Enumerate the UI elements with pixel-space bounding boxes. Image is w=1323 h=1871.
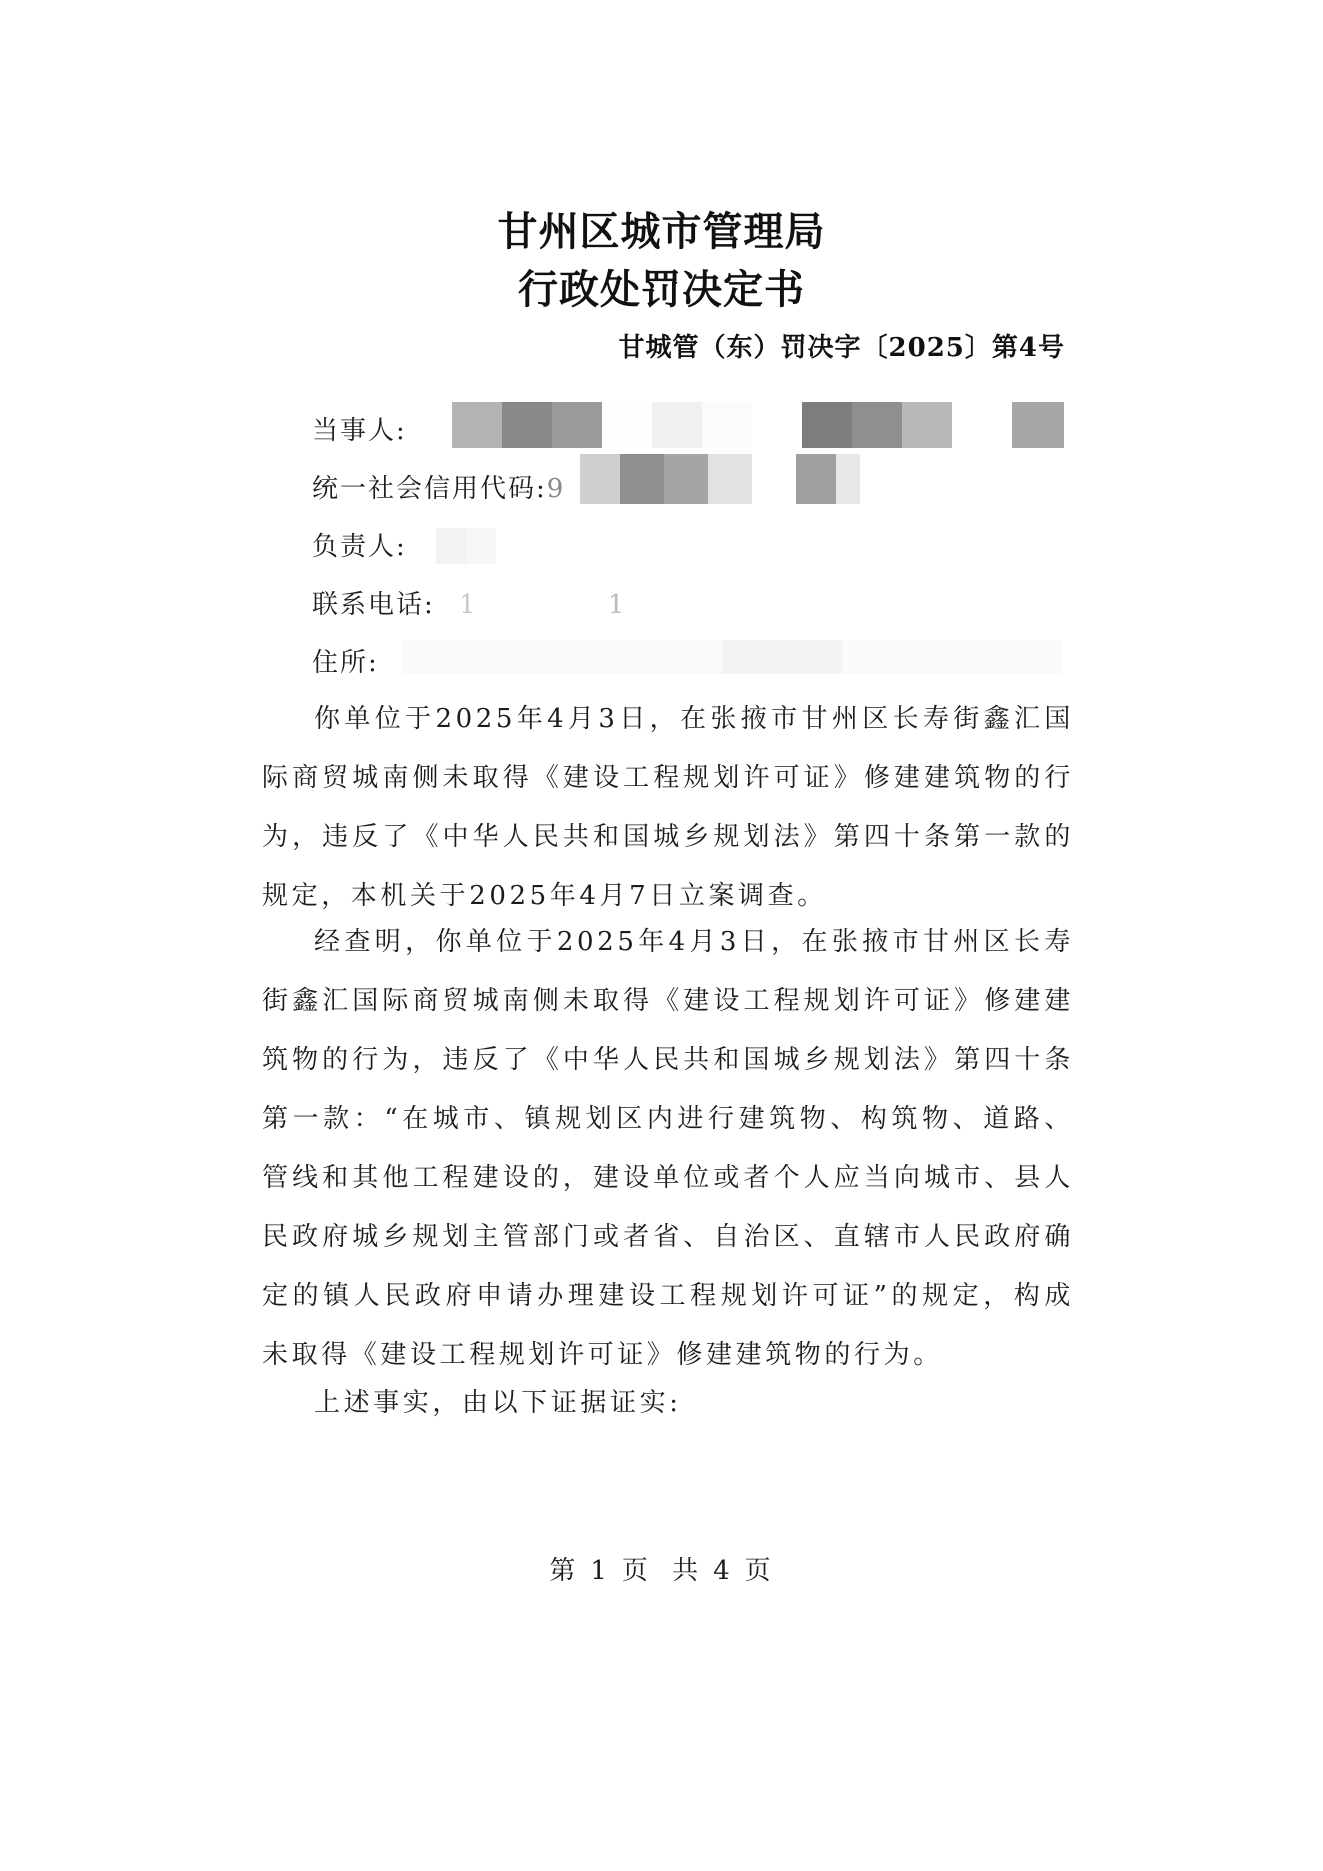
address-label: 住所: — [312, 648, 379, 678]
credit-code-redaction — [580, 454, 860, 504]
phone-label-text: 联系电话: — [312, 590, 435, 620]
page-number — [0, 1550, 1323, 1587]
credit-code-label — [312, 468, 565, 505]
page-prefix: 第 — [549, 1556, 579, 1586]
credit-code-partial: 9 — [546, 474, 566, 504]
credit-code-label-text: 统一社会信用代码: — [312, 474, 547, 504]
investigation-paragraph: 经查明，你单位于2025年4月3日，在张掖市甘州区长寿街鑫汇国际商贸城南侧未取得《建设工程规划许可证》修建建筑物的行为，违反了《中华人民共和国城乡规划法》第四十条第一款：“在城市、镇规划区内进行建筑物、构筑物、道路、管线和其他工程建设的，建设单位或者个人应当向城市、县人民政府城乡规划主管部门或者省、自治区、直辖市人民政府确定的镇人民政府申请办理建设工程规划许可证”的规定，构成未取得《建设工程规划许可证》修建建筑物的行为。 — [262, 927, 1074, 1370]
document-number: 甘城管（东）罚决字〔2025〕第4号 — [618, 333, 1065, 363]
page-mid: 页 共 — [621, 1556, 702, 1586]
evidence-intro-paragraph: 上述事实，由以下证据证实: — [314, 1388, 682, 1418]
responsible-redaction — [436, 528, 496, 564]
document-title: 行政处罚决定书 — [518, 266, 805, 313]
party-redaction — [452, 402, 1064, 448]
phone-partial-end: 1 — [607, 590, 627, 620]
address-redaction — [402, 640, 1062, 674]
total-pages: 4 — [713, 1556, 733, 1586]
current-page: 1 — [590, 1556, 610, 1586]
issuer-title: 甘州区城市管理局 — [497, 208, 826, 255]
phone-partial-start: 1 — [459, 590, 478, 620]
page-suffix: 页 — [744, 1556, 774, 1586]
phone-label — [312, 584, 626, 621]
case-filing-paragraph: 你单位于2025年4月3日，在张掖市甘州区长寿街鑫汇国际商贸城南侧未取得《建设工程规划许可证》修建建筑物的行为，违反了《中华人民共和国城乡规划法》第四十条第一款的规定，本机关于2025年4月7日立案调查。 — [262, 704, 1074, 911]
responsible-label: 负责人: — [312, 532, 407, 562]
party-label: 当事人: — [312, 416, 407, 446]
